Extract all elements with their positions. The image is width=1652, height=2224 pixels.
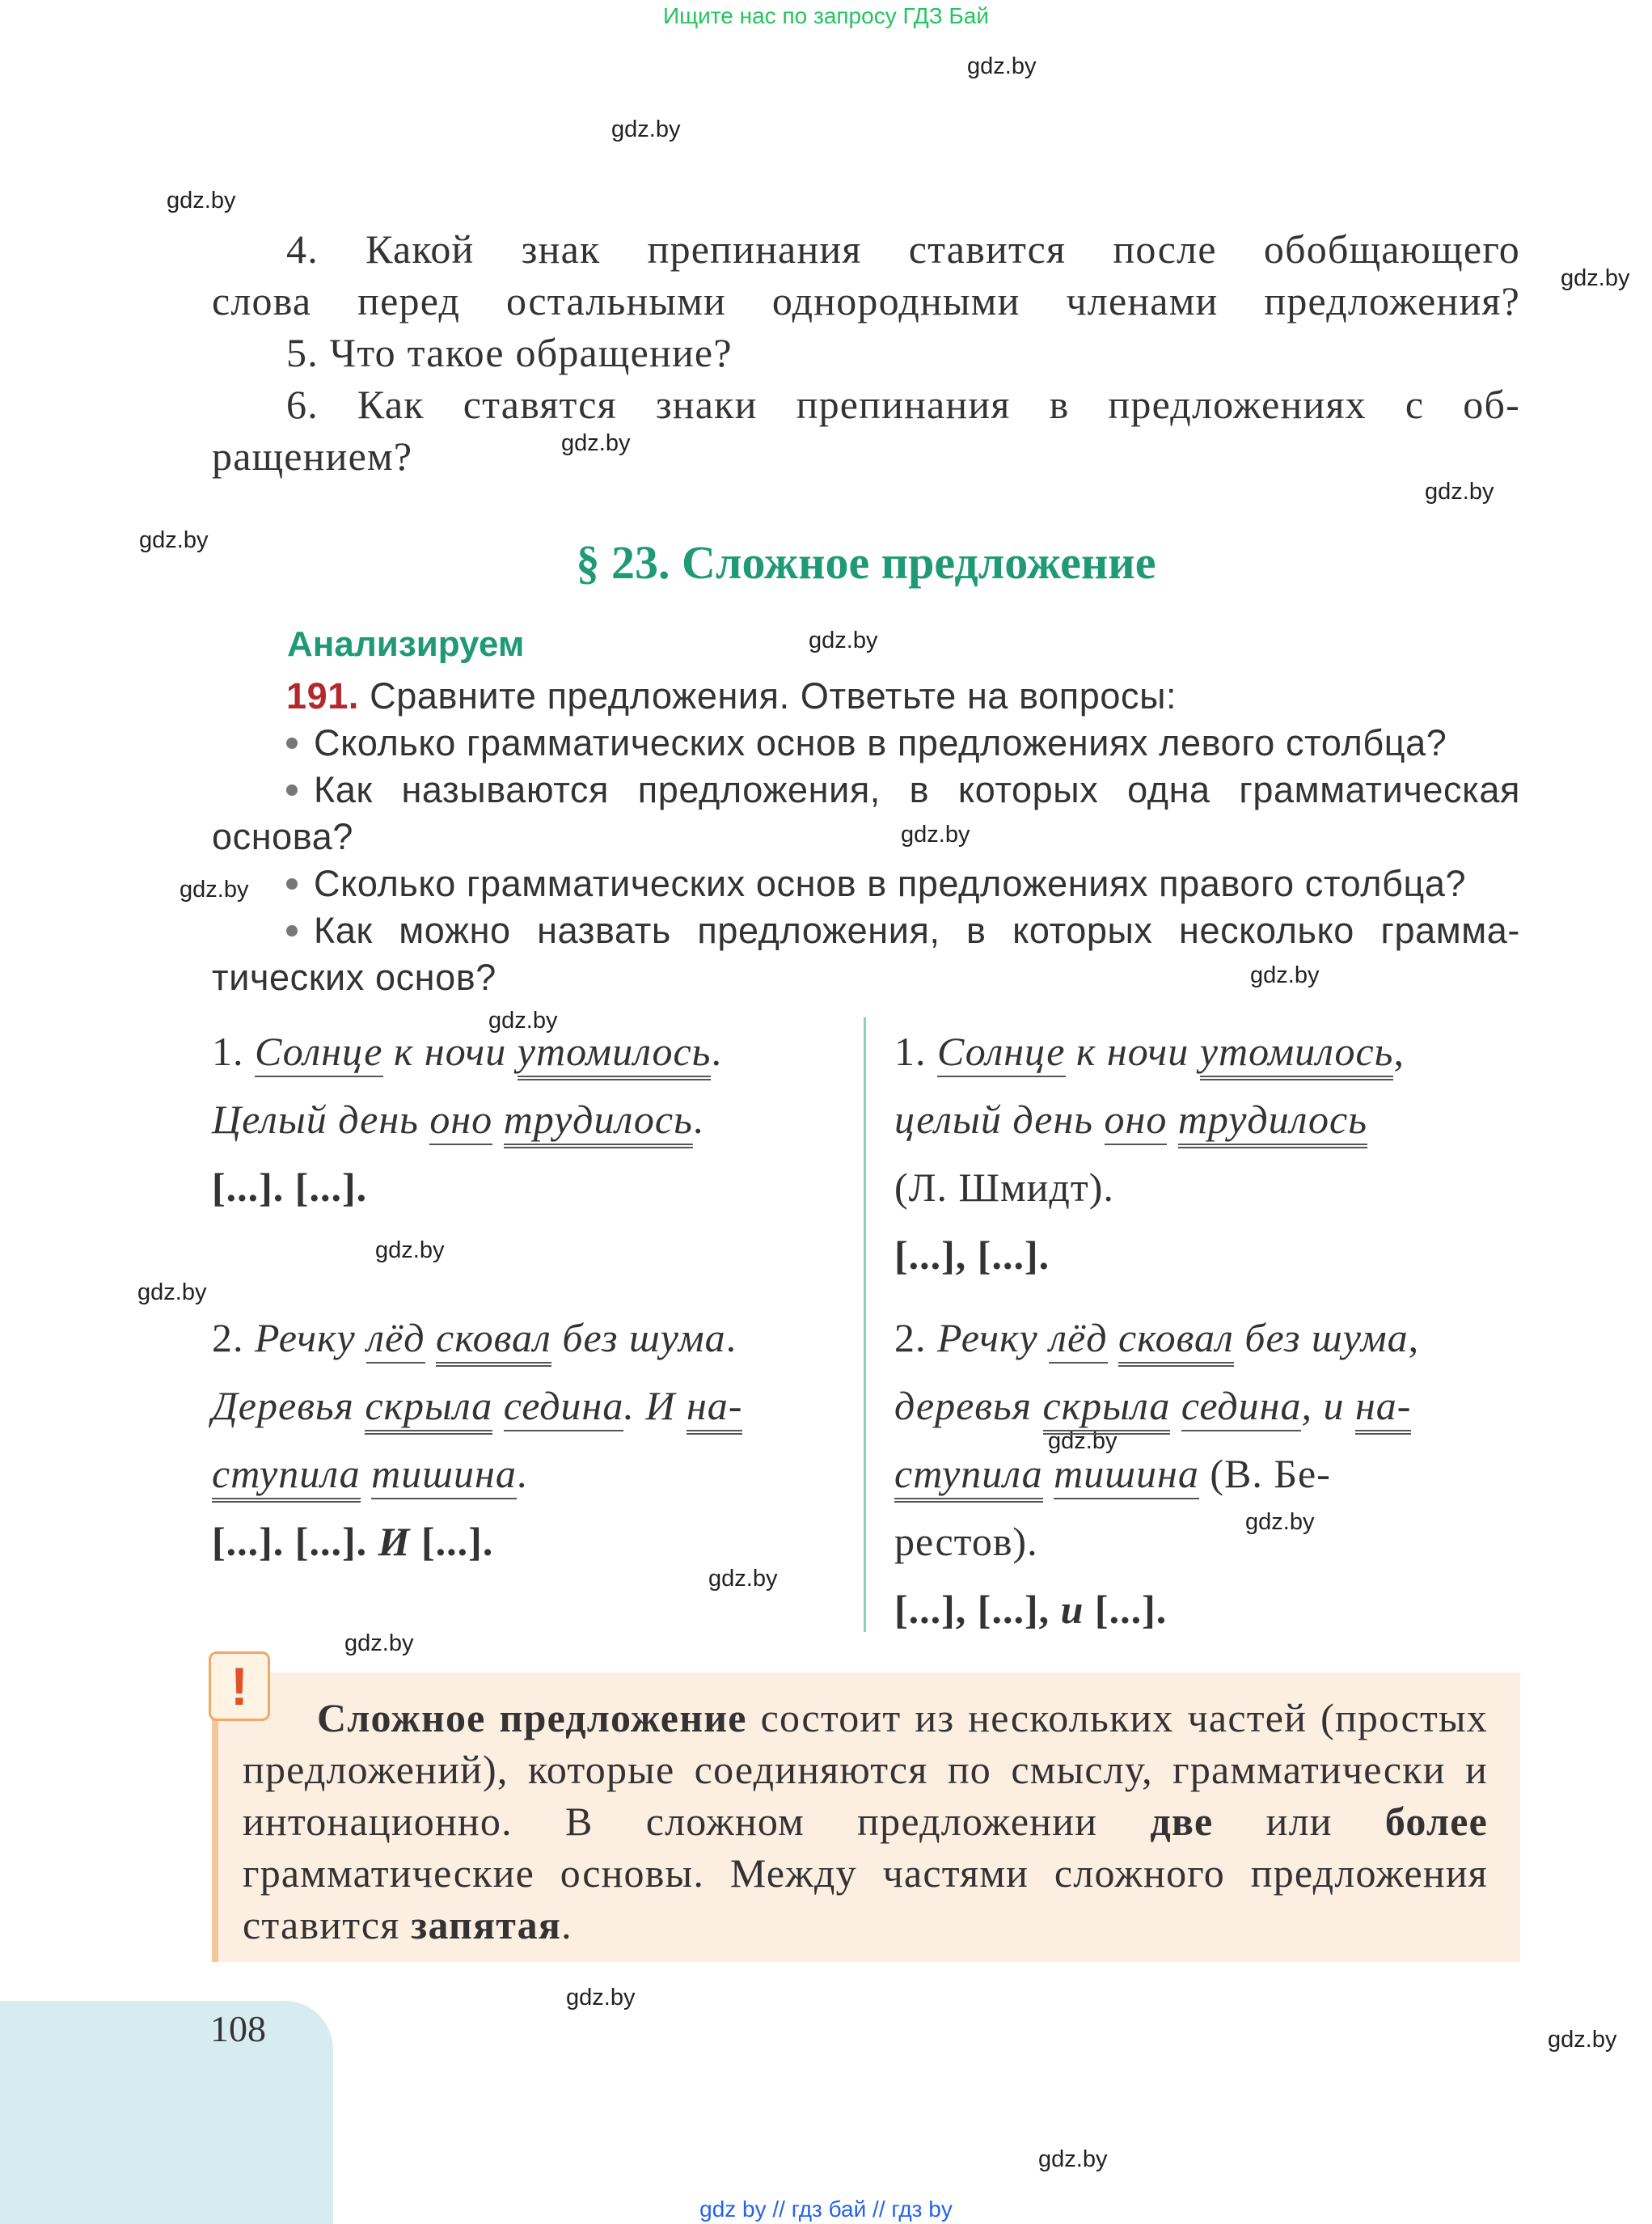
predicate: на-	[1355, 1383, 1411, 1435]
predicate: на-	[687, 1383, 742, 1435]
subject: оно	[429, 1097, 492, 1145]
task-bullet-3: Сколько грамматических основ в предложениях правого столбца?	[314, 863, 1467, 904]
predicate: трудилось	[504, 1097, 693, 1148]
left-example-1: 1. Солнце к ночи утомилось. Целый день оно трудилось. [...]. [...].	[212, 1017, 843, 1221]
predicate: скрыла	[1043, 1383, 1171, 1435]
watermark: gdz.by	[708, 1566, 778, 1592]
subject: тишина	[1054, 1451, 1199, 1499]
watermark: gdz.by	[566, 1985, 636, 2010]
predicate: утомилось	[518, 1029, 712, 1080]
watermark: gdz.by	[344, 1630, 414, 1656]
task-bullet-4a: Как можно назвать предложения, в которых несколько грамма-	[314, 910, 1520, 951]
question-6-line1: 6. Как ставятся знаки препинания в предложениях с об-	[286, 382, 1520, 427]
predicate: сковал	[1118, 1315, 1234, 1367]
watermark: gdz.by	[167, 188, 236, 214]
task-bullet-4b: тических основ?	[212, 957, 496, 998]
question-4-line1: 4. Какой знак препинания ставится после обобщающего	[286, 226, 1520, 272]
task-number: 191.	[286, 675, 359, 717]
task-bullet-2a: Как называются предложения, в которых одна грамматическая	[314, 769, 1520, 810]
bullet-icon	[286, 925, 298, 937]
question-4-line2: слова перед остальными однородными членами предложения?	[212, 278, 1520, 323]
task-bullet-2b: основа?	[212, 816, 354, 857]
analyze-label: Анализируем	[287, 624, 525, 664]
right-example-1: 1. Солнце к ночи утомилось, целый день оно трудилось (Л. Шмидт). [...], [...].	[894, 1017, 1525, 1289]
watermark: gdz.by	[488, 1008, 558, 1034]
bullet-icon	[286, 738, 298, 749]
bottom-banner[interactable]: gdz by // гдз бай // гдз by	[699, 2197, 953, 2222]
bullet-icon	[286, 878, 298, 890]
exclamation-icon: !	[209, 1651, 270, 1721]
scheme: [...]. [...].	[212, 1165, 368, 1210]
subject: лёд	[1049, 1315, 1107, 1364]
task-text: Сравните предложения. Ответьте на вопросы:	[370, 675, 1177, 717]
question-6-line2: ращением?	[212, 433, 413, 479]
watermark: gdz.by	[611, 116, 681, 142]
watermark: gdz.by	[1561, 265, 1630, 291]
question-5: 5. Что такое обращение?	[286, 330, 733, 375]
page-corner	[0, 2001, 333, 2224]
predicate: сковал	[436, 1315, 551, 1367]
watermark: gdz.by	[1548, 2027, 1617, 2053]
right-example-2: 2. Речку лёд сковал без шума, деревья скрыла седина, и на- ступила тишина (В. Бе- рестов). [...], [...], и [...].	[894, 1304, 1525, 1643]
subject: Солнце	[937, 1029, 1066, 1077]
subject: седина	[1181, 1383, 1302, 1431]
predicate: трудилось	[1178, 1097, 1367, 1148]
watermark: gdz.by	[1038, 2146, 1108, 2172]
subject: Солнце	[255, 1029, 383, 1077]
watermark: gdz.by	[809, 628, 878, 653]
watermark: gdz.by	[1425, 479, 1494, 505]
watermark: gdz.by	[1048, 1428, 1118, 1454]
question-4	[212, 223, 1520, 482]
watermark: gdz.by	[139, 527, 209, 553]
watermark: gdz.by	[375, 1237, 445, 1263]
watermark: gdz.by	[1245, 1509, 1315, 1535]
predicate: ступила	[894, 1451, 1043, 1503]
task-191	[212, 673, 1520, 1001]
top-banner[interactable]: Ищите нас по запросу ГДЗ Бай	[662, 3, 990, 28]
watermark: gdz.by	[561, 430, 631, 456]
watermark: gdz.by	[1250, 962, 1320, 988]
column-divider	[864, 1017, 866, 1632]
subject: лёд	[366, 1315, 425, 1364]
author: (В. Бе-	[1198, 1451, 1331, 1496]
predicate: скрыла	[365, 1383, 492, 1435]
page-number: 108	[210, 2008, 266, 2049]
author: (Л. Шмидт).	[894, 1165, 1114, 1210]
watermark: gdz.by	[180, 877, 249, 903]
task-bullet-1: Сколько грамматических основ в предложениях левого столбца?	[314, 722, 1447, 763]
bullet-icon	[286, 784, 298, 796]
watermark: gdz.by	[967, 53, 1037, 79]
left-example-2: 2. Речку лёд сковал без шума. Деревья скрыла седина. И на- ступила тишина. [...]. [...]. И [...].	[212, 1315, 743, 1564]
section-title: § 23. Сложное предложение	[576, 536, 1156, 589]
watermark: gdz.by	[137, 1279, 207, 1305]
predicate: ступила	[212, 1451, 361, 1503]
watermark: gdz.by	[901, 822, 970, 848]
rule-text: Сложное предложение состоит из нескольких частей (простых предложений), которые соединяются по смыслу, грамматически и интонационно. В сложном предложении две или более грамматические основы. Между частями сложного предложения ставится запятая.	[243, 1695, 1489, 1947]
scheme: [...], [...].	[894, 1233, 1050, 1278]
subject: седина	[504, 1383, 624, 1431]
predicate: утомилось	[1200, 1029, 1394, 1080]
author: рестов).	[894, 1519, 1038, 1564]
subject: оно	[1105, 1097, 1168, 1145]
subject: тишина	[371, 1451, 517, 1499]
